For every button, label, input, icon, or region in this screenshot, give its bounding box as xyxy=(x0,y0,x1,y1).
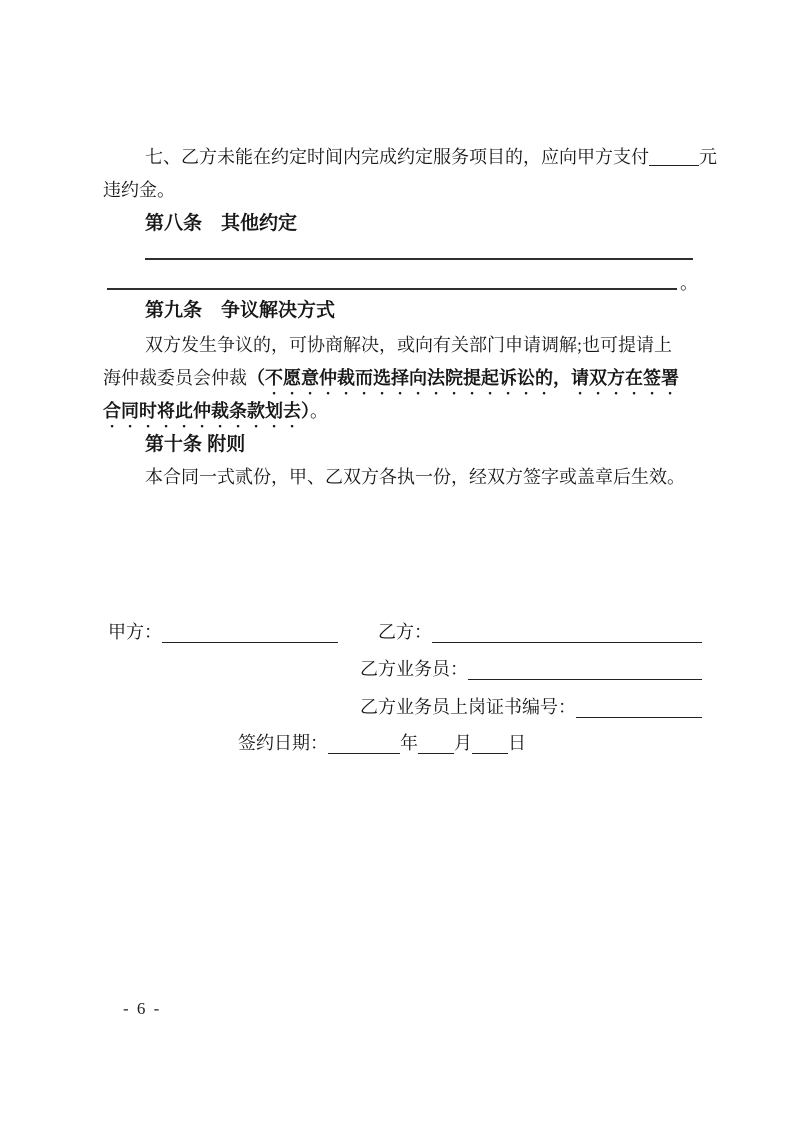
article9-line2-emphasis: 不愿意仲裁而选择向法院提起诉讼的，请双方在签署 xyxy=(265,368,679,388)
party-a-blank xyxy=(162,620,338,643)
article9-paren-close: ） xyxy=(301,401,310,421)
party-a-label: 甲方： xyxy=(108,622,162,642)
salesman-blank xyxy=(468,657,702,680)
article9-end-punct: 。 xyxy=(310,401,328,421)
article8-fill-in-line-2 xyxy=(107,258,677,290)
article8-end-punct: 。 xyxy=(680,273,698,293)
clause7-line2: 违约金。 xyxy=(103,180,175,200)
article9-line3 xyxy=(103,395,743,431)
signature-row-salesman xyxy=(360,653,702,685)
article9-paren-open: （ xyxy=(247,368,265,388)
signature-row-date xyxy=(238,727,526,759)
certificate-blank xyxy=(576,695,702,718)
party-b-blank xyxy=(432,620,702,643)
article9-line2 xyxy=(103,362,743,398)
year-label: 年 xyxy=(400,733,418,753)
article9-line1: 双方发生争议的，可协商解决，或向有关部门申请调解;也可提请上 xyxy=(145,335,672,355)
salesman-label: 乙方业务员： xyxy=(360,659,468,679)
signature-row-certificate xyxy=(360,691,702,723)
clause7-line1 xyxy=(103,141,785,174)
clause7-text: 七、乙方未能在约定时间内完成约定服务项目的，应向甲方支付 xyxy=(145,147,649,167)
clause7-unit: 元 xyxy=(699,147,717,167)
month-label: 月 xyxy=(454,733,472,753)
article9-line3-emphasis: 合同时将此仲裁条款划去 xyxy=(103,401,301,421)
date-year-blank xyxy=(328,731,400,754)
date-day-blank xyxy=(472,731,508,754)
article10-text: 本合同一式贰份，甲、乙双方各执一份，经双方签字或盖章后生效。 xyxy=(145,467,685,487)
signature-row-parties xyxy=(108,616,702,648)
date-label: 签约日期： xyxy=(238,733,328,753)
certificate-label: 乙方业务员上岗证书编号： xyxy=(360,697,576,717)
page-number: - 6 - xyxy=(123,999,162,1018)
day-label: 日 xyxy=(508,733,526,753)
article10-title: 第十条 附则 xyxy=(145,434,246,455)
party-b-label: 乙方： xyxy=(378,622,432,642)
article8-fill-in-line-1 xyxy=(145,228,693,260)
article9-line2-regular: 海仲裁委员会仲裁 xyxy=(103,368,247,388)
date-month-blank xyxy=(418,731,454,754)
penalty-amount-blank xyxy=(649,147,699,166)
article9-title: 第九条 争议解决方式 xyxy=(145,300,336,321)
article8-title: 第八条 其他约定 xyxy=(145,213,298,234)
